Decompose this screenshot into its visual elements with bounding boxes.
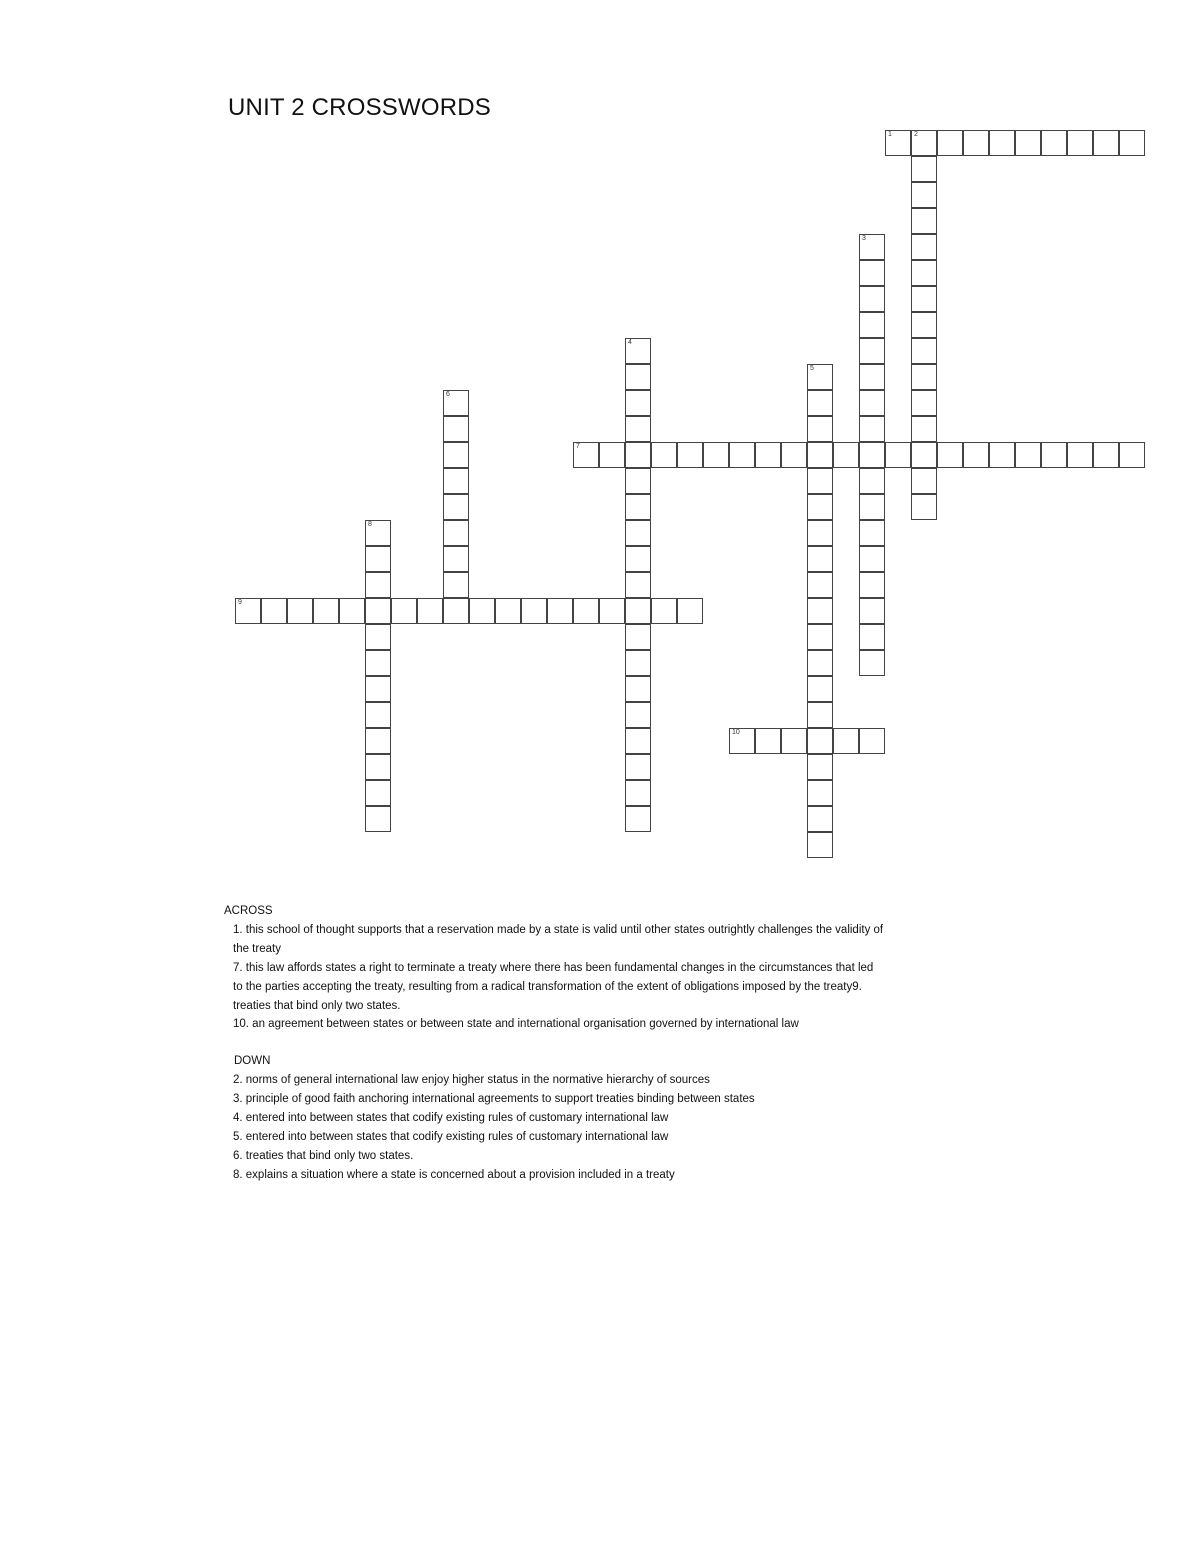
- grid-cell[interactable]: [911, 182, 937, 208]
- grid-cell[interactable]: [495, 598, 521, 624]
- grid-cell[interactable]: [625, 546, 651, 572]
- grid-cell[interactable]: [625, 676, 651, 702]
- grid-cell[interactable]: [859, 312, 885, 338]
- clue-line: 10. an agreement between states or between state and international organisation governed by international law: [233, 1018, 799, 1031]
- grid-cell[interactable]: [911, 286, 937, 312]
- grid-cell[interactable]: [365, 676, 391, 702]
- grid-cell[interactable]: [911, 130, 937, 156]
- grid-cell[interactable]: [365, 780, 391, 806]
- grid-cell[interactable]: [807, 416, 833, 442]
- grid-cell[interactable]: [807, 650, 833, 676]
- grid-cell[interactable]: [885, 130, 911, 156]
- across-clue-10: [224, 1015, 984, 1034]
- grid-cell[interactable]: [859, 442, 885, 468]
- grid-cell[interactable]: [911, 208, 937, 234]
- grid-cell[interactable]: [859, 364, 885, 390]
- grid-cell[interactable]: [339, 598, 365, 624]
- grid-cell[interactable]: [781, 728, 807, 754]
- grid-cell[interactable]: [573, 598, 599, 624]
- grid-cell[interactable]: [807, 442, 833, 468]
- grid-cell[interactable]: [1067, 442, 1093, 468]
- grid-cell[interactable]: [807, 390, 833, 416]
- grid-cell[interactable]: [1093, 130, 1119, 156]
- page-title: UNIT 2 CROSSWORDS: [228, 94, 491, 121]
- across-clue-7: [224, 959, 984, 1016]
- grid-cell[interactable]: [703, 442, 729, 468]
- grid-cell[interactable]: [365, 598, 391, 624]
- grid-cell[interactable]: [911, 390, 937, 416]
- grid-cell[interactable]: [625, 572, 651, 598]
- grid-cell[interactable]: [677, 442, 703, 468]
- grid-cell[interactable]: [365, 624, 391, 650]
- grid-cell[interactable]: [365, 572, 391, 598]
- grid-number: 5: [810, 365, 814, 372]
- grid-cell[interactable]: [365, 728, 391, 754]
- grid-cell[interactable]: [911, 416, 937, 442]
- grid-cell[interactable]: [677, 598, 703, 624]
- clue-line: 1. this school of thought supports that a reservation made by a state is valid until other states outrightly challenges the validity of: [233, 923, 884, 936]
- grid-cell[interactable]: [937, 442, 963, 468]
- grid-cell[interactable]: [625, 416, 651, 442]
- grid-cell[interactable]: [365, 754, 391, 780]
- grid-cell[interactable]: [807, 494, 833, 520]
- grid-cell[interactable]: [859, 468, 885, 494]
- grid-number: 7: [576, 443, 580, 450]
- grid-cell[interactable]: [443, 546, 469, 572]
- grid-cell[interactable]: [807, 702, 833, 728]
- grid-number: 4: [628, 339, 632, 346]
- grid-cell[interactable]: [807, 676, 833, 702]
- grid-cell[interactable]: [261, 598, 287, 624]
- grid-cell[interactable]: [625, 442, 651, 468]
- grid-number: 6: [446, 391, 450, 398]
- grid-cell[interactable]: [391, 598, 417, 624]
- grid-cell[interactable]: [469, 598, 495, 624]
- grid-cell[interactable]: [781, 442, 807, 468]
- grid-cell[interactable]: [807, 728, 833, 754]
- grid-cell[interactable]: [1119, 130, 1145, 156]
- grid-cell[interactable]: [547, 598, 573, 624]
- grid-cell[interactable]: [859, 546, 885, 572]
- grid-cell[interactable]: [1041, 130, 1067, 156]
- grid-cell[interactable]: [911, 234, 937, 260]
- grid-cell[interactable]: [859, 234, 885, 260]
- down-clue-6: 6. treaties that bind only two states.: [233, 1149, 414, 1162]
- grid-cell[interactable]: [755, 728, 781, 754]
- grid-cell[interactable]: [625, 780, 651, 806]
- clue-line: the treaty: [233, 942, 281, 955]
- grid-cell[interactable]: [625, 364, 651, 390]
- grid-cell[interactable]: [443, 390, 469, 416]
- grid-cell[interactable]: [1015, 442, 1041, 468]
- grid-cell[interactable]: [625, 494, 651, 520]
- grid-cell[interactable]: [365, 806, 391, 832]
- grid-cell[interactable]: [365, 650, 391, 676]
- grid-cell[interactable]: [625, 806, 651, 832]
- grid-cell[interactable]: [313, 598, 339, 624]
- grid-cell[interactable]: [911, 364, 937, 390]
- grid-cell[interactable]: [833, 728, 859, 754]
- grid-cell[interactable]: [859, 624, 885, 650]
- grid-cell[interactable]: [911, 442, 937, 468]
- grid-cell[interactable]: [911, 468, 937, 494]
- grid-cell[interactable]: [1093, 442, 1119, 468]
- grid-cell[interactable]: [625, 520, 651, 546]
- down-clue-4: 4. entered into between states that codify existing rules of customary international law: [233, 1112, 669, 1125]
- grid-cell[interactable]: [807, 364, 833, 390]
- grid-cell[interactable]: [521, 598, 547, 624]
- grid-cell[interactable]: [937, 130, 963, 156]
- across-clue-1: [224, 921, 984, 959]
- grid-cell[interactable]: [625, 728, 651, 754]
- down-heading: DOWN: [234, 1055, 271, 1068]
- grid-cell[interactable]: [859, 728, 885, 754]
- grid-cell[interactable]: [1119, 442, 1145, 468]
- grid-cell[interactable]: [807, 468, 833, 494]
- grid-cell[interactable]: [807, 832, 833, 858]
- grid-cell[interactable]: [859, 416, 885, 442]
- grid-number: 3: [862, 235, 866, 242]
- grid-cell[interactable]: [833, 442, 859, 468]
- grid-cell[interactable]: [729, 728, 755, 754]
- grid-cell[interactable]: [859, 598, 885, 624]
- grid-cell[interactable]: [573, 442, 599, 468]
- grid-cell[interactable]: [651, 598, 677, 624]
- grid-cell[interactable]: [729, 442, 755, 468]
- grid-number: 10: [732, 729, 740, 736]
- grid-cell[interactable]: [859, 286, 885, 312]
- grid-cell[interactable]: [625, 754, 651, 780]
- grid-cell[interactable]: [911, 494, 937, 520]
- grid-cell[interactable]: [807, 598, 833, 624]
- grid-number: 8: [368, 521, 372, 528]
- grid-cell[interactable]: [625, 390, 651, 416]
- grid-cell[interactable]: [859, 338, 885, 364]
- grid-cell[interactable]: [911, 338, 937, 364]
- clues-section: [224, 902, 984, 1185]
- grid-number: 2: [914, 131, 918, 138]
- grid-cell[interactable]: [963, 130, 989, 156]
- grid-cell[interactable]: [651, 442, 677, 468]
- down-clue-3: 3. principle of good faith anchoring international agreements to support treaties binding between states: [233, 1093, 755, 1106]
- grid-cell[interactable]: [625, 338, 651, 364]
- grid-cell[interactable]: [1067, 130, 1093, 156]
- grid-cell[interactable]: [911, 260, 937, 286]
- grid-cell[interactable]: [443, 416, 469, 442]
- grid-cell[interactable]: [859, 390, 885, 416]
- grid-cell[interactable]: [807, 624, 833, 650]
- grid-cell[interactable]: [755, 442, 781, 468]
- grid-cell[interactable]: [859, 260, 885, 286]
- grid-cell[interactable]: [235, 598, 261, 624]
- grid-cell[interactable]: [1015, 130, 1041, 156]
- spacer: [224, 1034, 984, 1052]
- grid-cell[interactable]: [365, 546, 391, 572]
- grid-cell[interactable]: [443, 598, 469, 624]
- grid-cell[interactable]: [807, 780, 833, 806]
- down-clue-5: 5. entered into between states that codify existing rules of customary international law: [233, 1130, 669, 1143]
- grid-cell[interactable]: [625, 598, 651, 624]
- grid-cell[interactable]: [859, 572, 885, 598]
- down-clue-8: 8. explains a situation where a state is concerned about a provision included in a treaty: [233, 1168, 675, 1181]
- grid-cell[interactable]: [807, 546, 833, 572]
- clue-line: to the parties accepting the treaty, resulting from a radical transformation of the extent of obligations imposed by the treaty9.: [233, 980, 862, 993]
- grid-cell[interactable]: [365, 520, 391, 546]
- across-heading: ACROSS: [224, 905, 273, 917]
- grid-cell[interactable]: [625, 624, 651, 650]
- grid-cell[interactable]: [1041, 442, 1067, 468]
- grid-cell[interactable]: [599, 598, 625, 624]
- clue-line: 7. this law affords states a right to terminate a treaty where there has been fundamental changes in the circumstances that led: [233, 961, 874, 974]
- grid-cell[interactable]: [807, 754, 833, 780]
- grid-cell[interactable]: [625, 468, 651, 494]
- grid-cell[interactable]: [417, 598, 443, 624]
- grid-cell[interactable]: [443, 520, 469, 546]
- grid-cell[interactable]: [807, 572, 833, 598]
- clue-line: treaties that bind only two states.: [233, 999, 401, 1012]
- grid-number: 1: [888, 131, 892, 138]
- grid-cell[interactable]: [911, 312, 937, 338]
- grid-cell[interactable]: [989, 130, 1015, 156]
- grid-cell[interactable]: [859, 494, 885, 520]
- grid-cell[interactable]: [625, 702, 651, 728]
- grid-cell[interactable]: [443, 442, 469, 468]
- grid-cell[interactable]: [807, 520, 833, 546]
- grid-cell[interactable]: [365, 702, 391, 728]
- grid-cell[interactable]: [443, 468, 469, 494]
- grid-cell[interactable]: [859, 650, 885, 676]
- grid-cell[interactable]: [885, 442, 911, 468]
- grid-number: 9: [238, 599, 242, 606]
- grid-cell[interactable]: [443, 572, 469, 598]
- grid-cell[interactable]: [287, 598, 313, 624]
- grid-cell[interactable]: [625, 650, 651, 676]
- grid-cell[interactable]: [911, 156, 937, 182]
- grid-cell[interactable]: [807, 806, 833, 832]
- grid-cell[interactable]: [989, 442, 1015, 468]
- grid-cell[interactable]: [859, 520, 885, 546]
- down-clue-2: 2. norms of general international law enjoy higher status in the normative hierarchy of sources: [233, 1074, 710, 1087]
- grid-cell[interactable]: [599, 442, 625, 468]
- grid-cell[interactable]: [443, 494, 469, 520]
- grid-cell[interactable]: [963, 442, 989, 468]
